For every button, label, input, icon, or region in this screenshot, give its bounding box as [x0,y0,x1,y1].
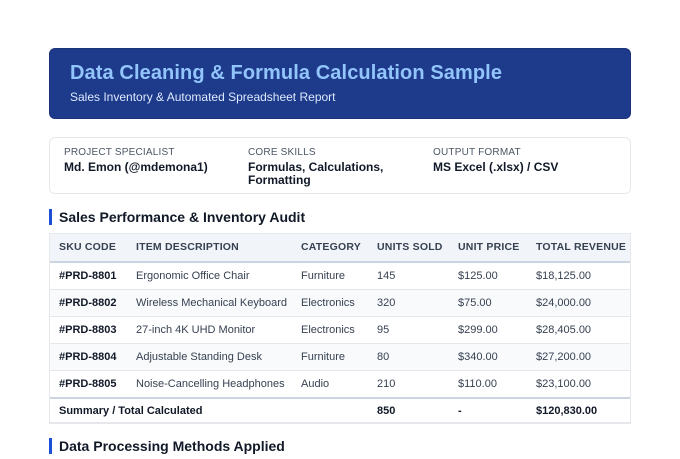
description-cell: 27-inch 4K UHD Monitor [126,317,291,344]
price-cell: $299.00 [448,317,526,344]
report-title: Data Cleaning & Formula Calculation Sample [70,62,503,84]
units-cell: 210 [367,371,448,399]
column-header: TOTAL REVENUE [526,233,631,262]
meta-value: Md. Emon (@mdemona1) [64,160,208,174]
summary-label: Summary / Total Calculated [49,398,367,424]
table-row [49,290,631,317]
table-header-row [49,233,631,262]
price-cell: $75.00 [448,290,526,317]
sku-cell: #PRD-8801 [49,262,126,290]
category-cell: Furniture [291,344,367,371]
revenue-cell: $18,125.00 [526,262,631,290]
revenue-cell: $23,100.00 [526,371,631,399]
units-cell: 320 [367,290,448,317]
meta-label: PROJECT SPECIALIST [64,147,175,158]
report-banner [49,48,631,119]
units-cell: 145 [367,262,448,290]
sku-cell: #PRD-8803 [49,317,126,344]
category-cell: Electronics [291,290,367,317]
description-cell: Wireless Mechanical Keyboard [126,290,291,317]
summary-revenue: $120,830.00 [526,398,631,424]
table-row [49,262,631,290]
column-header: ITEM DESCRIPTION [126,233,291,262]
table-row [49,344,631,371]
description-cell: Ergonomic Office Chair [126,262,291,290]
category-cell: Furniture [291,262,367,290]
price-cell: $110.00 [448,371,526,399]
project-meta-card [49,137,631,194]
price-cell: $340.00 [448,344,526,371]
table-row [49,317,631,344]
units-cell: 80 [367,344,448,371]
column-header: CATEGORY [291,233,367,262]
report-subtitle: Sales Inventory & Automated Spreadsheet Report [70,90,336,104]
summary-price: - [448,398,526,424]
meta-core-skills [248,147,408,187]
description-cell: Adjustable Standing Desk [126,344,291,371]
price-cell: $125.00 [448,262,526,290]
column-header: UNITS SOLD [367,233,448,262]
summary-units: 850 [367,398,448,424]
column-header: SKU CODE [49,233,126,262]
table-row [49,371,631,399]
meta-label: CORE SKILLS [248,147,316,158]
meta-value: MS Excel (.xlsx) / CSV [433,160,559,174]
sales-inventory-table [49,233,631,424]
section-title-methods: Data Processing Methods Applied [49,438,285,454]
revenue-cell: $28,405.00 [526,317,631,344]
sku-cell: #PRD-8804 [49,344,126,371]
meta-label: OUTPUT FORMAT [433,147,521,158]
category-cell: Electronics [291,317,367,344]
sku-cell: #PRD-8805 [49,371,126,399]
revenue-cell: $27,200.00 [526,344,631,371]
meta-output-format [433,147,613,174]
meta-project-specialist [64,147,234,174]
column-header: UNIT PRICE [448,233,526,262]
meta-value: Formulas, Calculations, Formatting [248,160,384,187]
section-title-audit: Sales Performance & Inventory Audit [49,209,305,225]
summary-row [49,398,631,424]
description-cell: Noise-Cancelling Headphones [126,371,291,399]
category-cell: Audio [291,371,367,399]
revenue-cell: $24,000.00 [526,290,631,317]
units-cell: 95 [367,317,448,344]
sku-cell: #PRD-8802 [49,290,126,317]
